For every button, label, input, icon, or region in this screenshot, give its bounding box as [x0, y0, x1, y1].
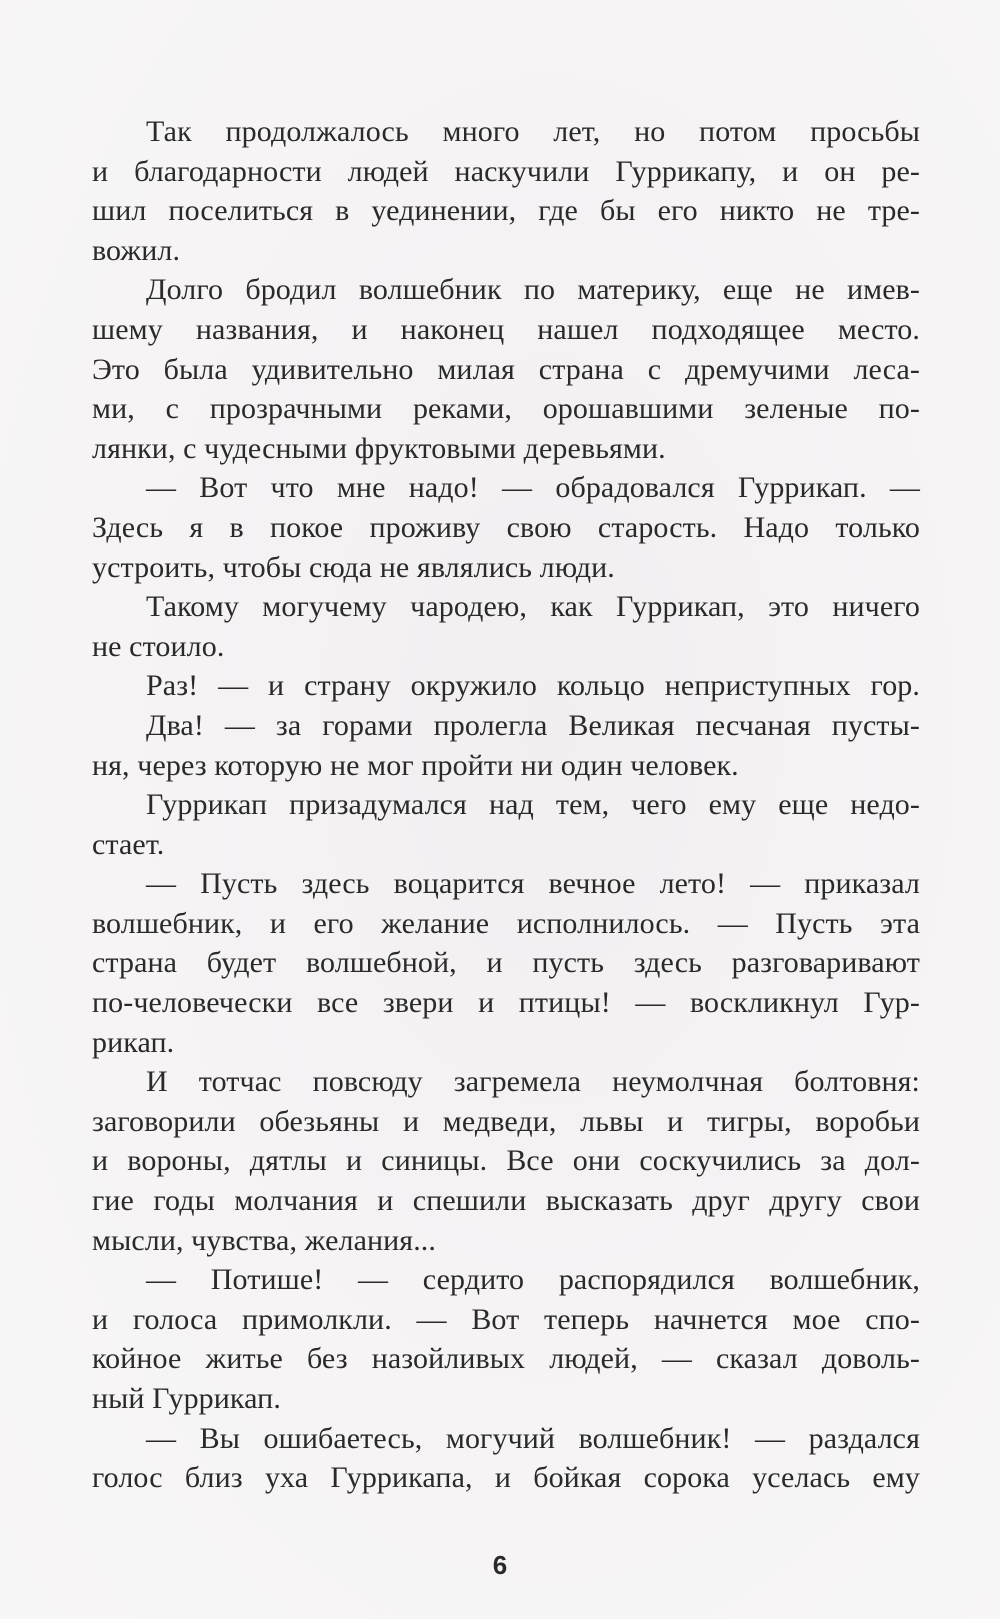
text-line: гие годы молчания и спешили высказать друг другу свои [92, 1184, 920, 1218]
text-line: волшебник, и его желание исполнилось. — Пусть эта [92, 906, 920, 940]
text-line: — Вот что мне надо! — обрадовался Гуррикап. — [146, 471, 920, 505]
text-line: шил поселиться в уединении, где бы его никто не тре- [92, 194, 920, 228]
text-line: И тотчас повсюду загремела неумолчная болтовня: [146, 1065, 920, 1099]
text-line: стает. [92, 827, 165, 861]
text-line: Два! — за горами пролегла Великая песчаная пусты- [146, 708, 920, 742]
text-line: устроить, чтобы сюда не являлись люди. [92, 550, 615, 584]
text-line: Раз! — и страну окружило кольцо неприступных гор. [146, 669, 920, 703]
text-line: ня, через которую не мог пройти ни один человек. [92, 748, 739, 782]
text-line: и голоса примолкли. — Вот теперь начнется мое спо- [92, 1302, 920, 1336]
text-line: и вороны, дятлы и синицы. Все они соскучились за дол- [92, 1144, 920, 1178]
text-line: Так продолжалось много лет, но потом просьбы [146, 115, 920, 148]
text-line: Такому могучему чародею, как Гуррикап, это ничего [146, 590, 920, 624]
text-line: голос близ уха Гуррикапа, и бойкая сорока уселась ему [92, 1461, 920, 1495]
page-number: 6 [492, 1550, 508, 1580]
text-line: заговорили обезьяны и медведи, львы и тигры, воробьи [92, 1104, 920, 1138]
text-line: ми, с прозрачными реками, орошавшими зеленые по- [92, 392, 920, 426]
text-line: вожил. [92, 233, 181, 267]
text-line: Здесь я в покое проживу свою старость. Надо только [92, 510, 920, 544]
text-line: не стоило. [92, 629, 225, 663]
text-line: и благодарности людей наскучили Гуррикапу, и он ре- [92, 154, 920, 188]
text-line: страна будет волшебной, и пусть здесь разговаривают [92, 946, 920, 980]
text-line: койное житье без назойливых людей, — сказал доволь- [92, 1342, 920, 1376]
text-line: — Вы ошибаетесь, могучий волшебник! — раздался [146, 1421, 920, 1455]
text-line: рикап. [92, 1025, 175, 1059]
text-line: лянки, с чудесными фруктовыми деревьями. [92, 431, 666, 465]
text-line: мысли, чувства, желания... [92, 1223, 437, 1257]
text-line: по-человечески все звери и птицы! — воскликнул Гур- [92, 986, 920, 1020]
text-line: Это была удивительно милая страна с дремучими леса- [92, 352, 920, 386]
text-line: Долго бродил волшебник по материку, еще не имев- [146, 273, 920, 307]
text-line: — Пусть здесь воцарится вечное лето! — приказал [146, 867, 920, 901]
text-line: Гуррикап призадумался над тем, чего ему еще недо- [146, 788, 920, 822]
text-line: ный Гуррикап. [92, 1382, 281, 1415]
body-text [92, 112, 920, 1498]
text-line: шему названия, и наконец нашел подходящее место. [92, 312, 920, 346]
text-line: — Потише! — сердито распорядился волшебник, [146, 1263, 920, 1297]
